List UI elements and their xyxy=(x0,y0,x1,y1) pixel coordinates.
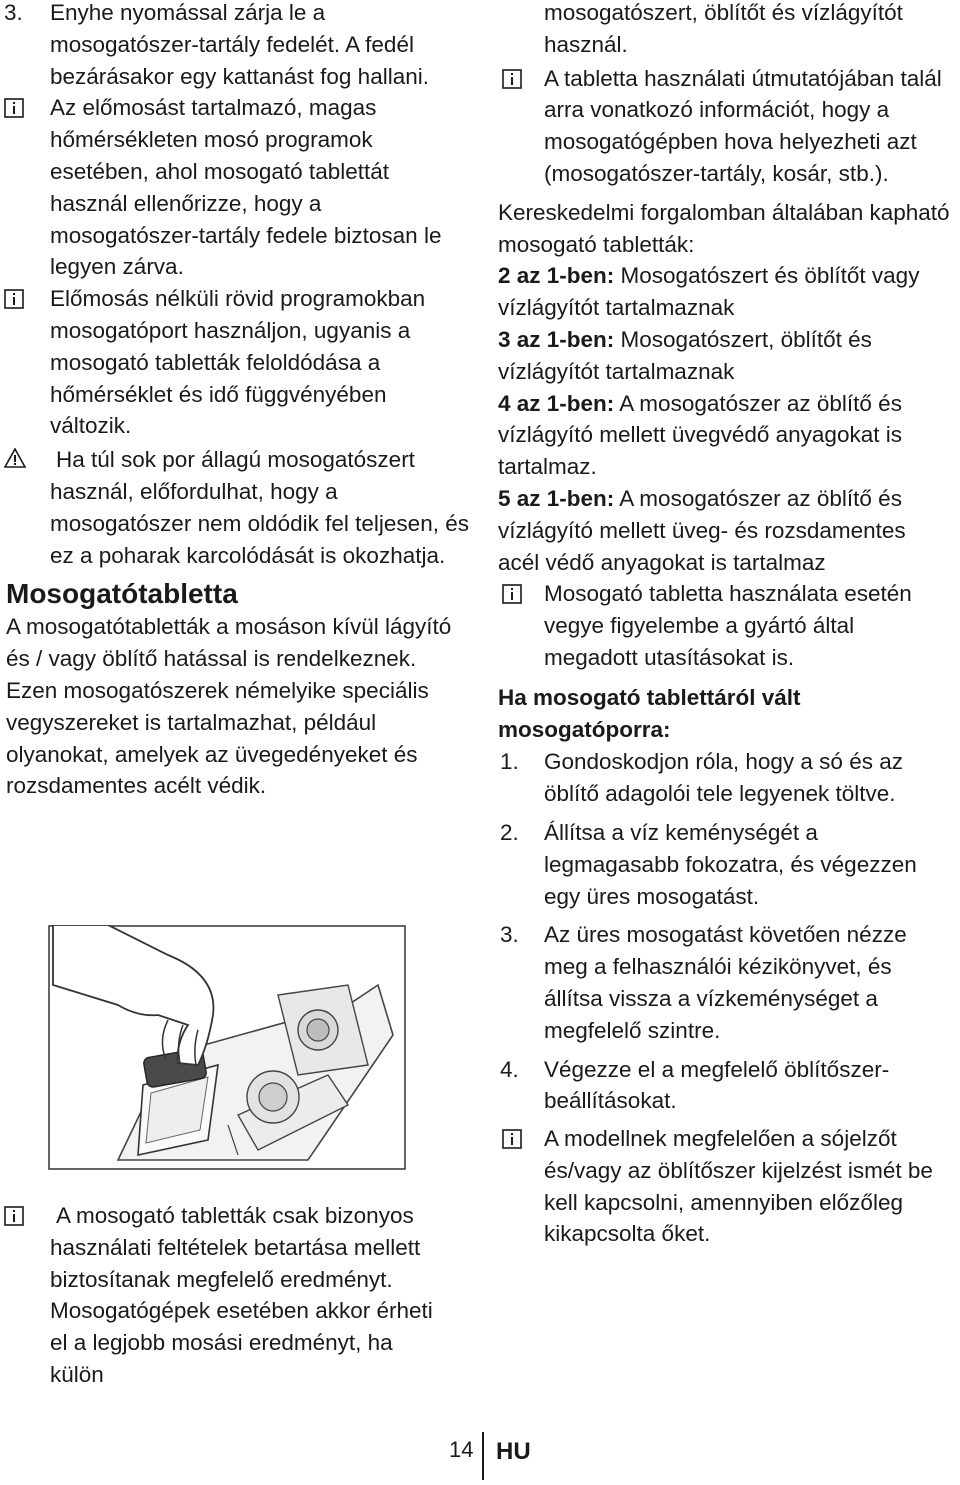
page-number: 14 xyxy=(449,1437,474,1462)
info-icon xyxy=(502,69,522,89)
step-1 xyxy=(498,746,953,810)
info-icon xyxy=(4,98,24,118)
type-text: Mosogatószert, öblítőt és vízlágyítót tartalmaznak xyxy=(498,326,872,384)
type-text: Mosogatószert és öblítőt vagy vízlágyítót tartalmaznak xyxy=(498,263,920,321)
warning-icon xyxy=(4,448,26,468)
type-lead: 2 az 1-ben: xyxy=(498,263,615,289)
note-text: Az előmosást tartalmazó, magas hőmérsékleten mosó programok esetében, ahol mosogató tablettát használ ellenőrizze, hogy a mosogatószer-tartály fedele biztosan le legyen zárva. xyxy=(50,95,442,280)
step-2 xyxy=(498,817,953,912)
language-code: HU xyxy=(496,1438,531,1465)
step-number: 1. xyxy=(500,749,519,775)
subheading: Ha mosogató tablettáról vált mosogatóporra: xyxy=(498,684,801,742)
info-note xyxy=(0,283,470,442)
tablet-type-2in1 xyxy=(498,260,953,324)
step-3 xyxy=(498,919,953,1046)
type-text: A mosogatószer az öblítő és vízlágyító mellett üveg- és rozsdamentes acél védő anyagokat is tartalmaz xyxy=(498,485,906,575)
tablet-type-3in1 xyxy=(498,324,953,388)
info-note xyxy=(0,1200,440,1391)
note-text: Mosogató tabletta használata esetén vegye figyelembe a gyártó által megadott utasításokat is. xyxy=(544,581,912,670)
info-icon xyxy=(4,289,24,309)
note-text: A modellnek megfelelően a sójelzőt és/vagy az öblítőszer kijelzést ismét be kell kapcsolni, amennyiben előzőleg kikapcsolta őket. xyxy=(544,1126,933,1247)
step-text: Állítsa a víz keménységét a legmagasabb fokozatra, és végezzen egy üres mosogatást. xyxy=(544,819,917,909)
warning-note xyxy=(0,444,470,571)
type-lead: 4 az 1-ben: xyxy=(498,390,615,416)
dispenser-illustration xyxy=(48,925,406,1170)
info-icon xyxy=(502,1129,522,1149)
tablet-type-4in1 xyxy=(498,388,953,483)
step-text: Az üres mosogatást követően nézze meg a felhasználói kézikönyvet, és állítsa vissza a vízkeménységet a megfelelő szintre. xyxy=(544,922,907,1043)
intro-text: Kereskedelmi forgalomban általában kapható mosogató tabletták: xyxy=(498,199,950,257)
step-text: Gondoskodjon róla, hogy a só és az öblítő adagolói tele legyenek töltve. xyxy=(544,749,903,807)
step-4 xyxy=(498,1054,953,1118)
note-text: A tabletta használati útmutatójában talál arra vonatkozó információt, hogy a mosogatógépben hova helyezheti azt (mosogatószer-tartály, kosár, stb.). xyxy=(544,65,942,186)
step-3 xyxy=(0,0,470,92)
warning-text xyxy=(50,444,470,571)
info-note xyxy=(498,578,953,673)
continued-text: mosogatószert, öblítőt és vízlágyítót használ. xyxy=(544,0,903,57)
step-number: 2. xyxy=(500,819,519,845)
info-note xyxy=(0,92,470,283)
info-icon xyxy=(4,1206,24,1226)
info-icon xyxy=(502,584,522,604)
info-note xyxy=(498,63,953,190)
note-text: Előmosás nélküli rövid programokban mosogatóport használjon, ugyanis a mosogató tabletták feloldódása a hőmérséklet és idő függvényében változik. xyxy=(50,286,426,439)
info-note xyxy=(498,1123,953,1250)
section-heading: Mosogatótabletta xyxy=(6,578,238,610)
section-paragraph: A mosogatótabletták a mosáson kívül lágyító és / vagy öblítő hatással is rendelkeznek. Ezen mosogatószerek némelyike speciális vegyszereket is tartalmazhat, például olyanokat, amelyek az üvegedényeket és rozsdamentes acélt védik. xyxy=(6,614,452,799)
type-text: A mosogatószer az öblítő és vízlágyító mellett üvegvédő anyagokat is tartalmaz. xyxy=(498,390,902,480)
step-text: Végezze el a megfelelő öblítőszer-beállításokat. xyxy=(544,1056,890,1114)
right-column xyxy=(498,0,953,1250)
warning-body: Ha túl sok por állagú mosogatószert használ, előfordulhat, hogy a mosogatószer nem oldódik fel teljesen, és ez a poharak karcolódását is okozhatja. xyxy=(50,447,469,568)
tablet-type-5in1 xyxy=(498,483,953,578)
type-lead: 3 az 1-ben: xyxy=(498,326,615,352)
left-column xyxy=(0,0,470,1387)
type-lead: 5 az 1-ben: xyxy=(498,485,615,511)
step-text: Enyhe nyomással zárja le a mosogatószer-tartály fedelét. A fedél bezárásakor egy kattanást fog hallani. xyxy=(50,0,429,89)
step-number: 3. xyxy=(4,0,23,25)
step-number: 4. xyxy=(500,1056,519,1082)
note-text: A mosogató tabletták csak bizonyos használati feltételek betartása mellett biztosítanak megfelelő eredményt. Mosogatógépek esetében akkor érheti el a legjobb mosási eredményt, ha külön xyxy=(50,1203,433,1387)
step-number: 3. xyxy=(500,922,519,948)
footer-divider xyxy=(482,1432,484,1480)
